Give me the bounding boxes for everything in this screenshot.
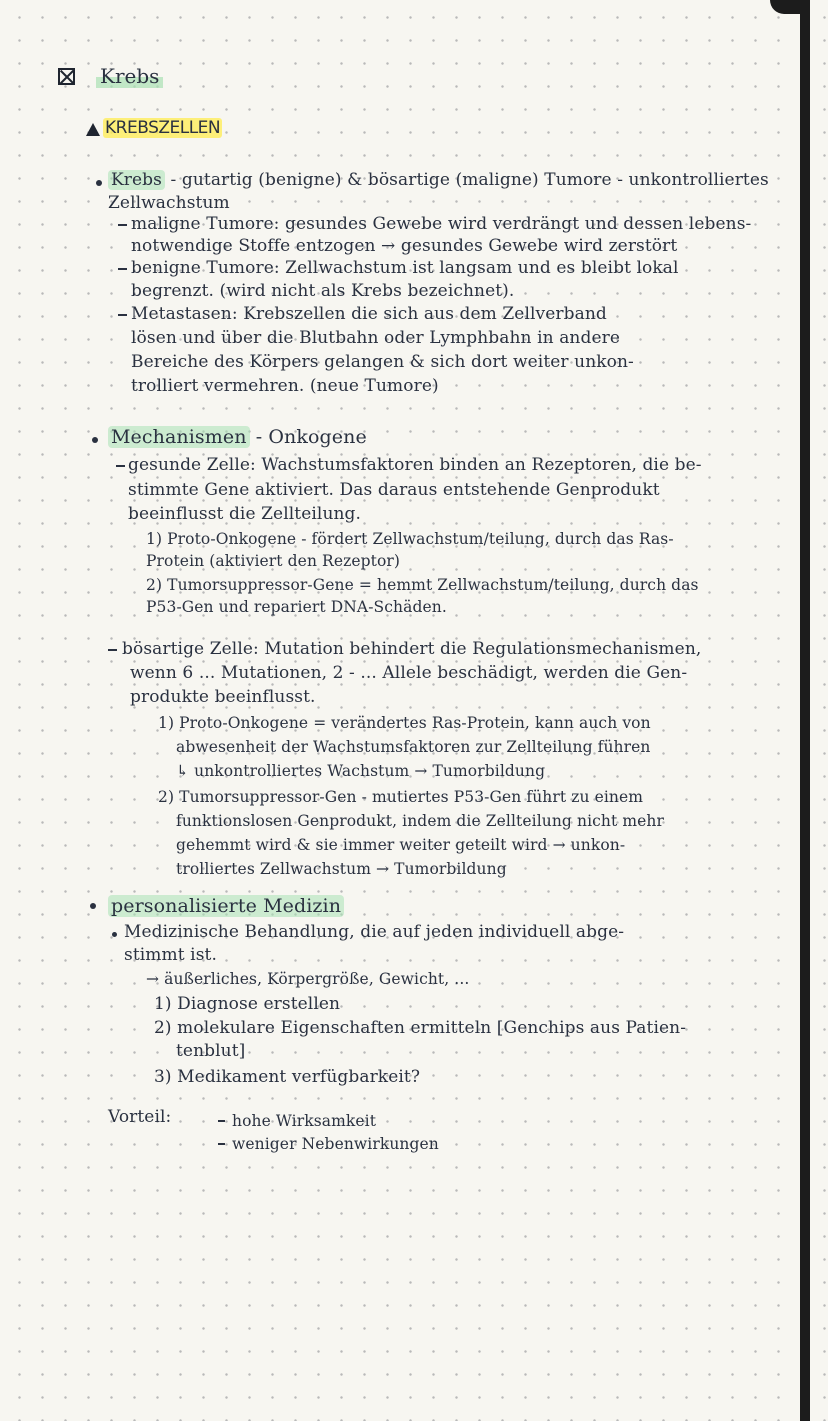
checked-box-icon	[58, 68, 75, 85]
s3-line-6: ↳ unkontrolliertes Wachstum → Tumorbildung	[176, 762, 546, 780]
s2-line-1	[108, 426, 367, 448]
s2-line-5: 1) Proto-Onkogene - fördert Zellwachstum/teilung, durch das Ras-	[146, 530, 674, 548]
bullet-icon	[92, 437, 98, 443]
s4-line-5: 1) Diagnose erstellen	[154, 994, 341, 1014]
s4-line-3: stimmt ist.	[124, 945, 217, 965]
s3-line-9: gehemmt wird & sie immer weiter geteilt wird → unkon-	[176, 836, 626, 854]
vorteil-item-2: weniger Nebenwirkungen	[232, 1135, 439, 1153]
s4-line-4: → äußerliches, Körpergröße, Gewicht, ...	[146, 970, 470, 988]
s2-line-2: gesunde Zelle: Wachstumsfaktoren binden an Rezeptoren, die be-	[128, 455, 702, 475]
vorteil-label: Vorteil:	[108, 1107, 172, 1127]
dash-icon	[118, 268, 127, 270]
s3-line-10: trolliertes Zellwachstum → Tumorbildung	[176, 860, 507, 878]
s2-line-7: 2) Tumorsuppressor-Gene = hemmt Zellwachstum/teilung, durch das	[146, 576, 699, 594]
s1-line-1	[108, 170, 769, 190]
s1-line-8: lösen und über die Blutbahn oder Lymphbahn in andere	[131, 328, 621, 348]
s1-line-6: begrenzt. (wird nicht als Krebs bezeichnet).	[131, 281, 515, 301]
section-heading-text: KREBSZELLEN	[105, 118, 221, 138]
s2-line-8: P53-Gen und repariert DNA-Schäden.	[146, 598, 447, 616]
dash-icon	[218, 1143, 225, 1145]
s3-line-7: 2) Tumorsuppressor-Gen - mutiertes P53-Gen führt zu einem	[158, 788, 644, 806]
s1-line-3: maligne Tumore: gesundes Gewebe wird verdrängt und dessen lebens-	[131, 214, 752, 234]
bullet-icon	[96, 180, 102, 186]
s1-line-10: trolliert vermehren. (neue Tumore)	[131, 376, 439, 396]
dash-icon	[218, 1120, 225, 1122]
s2-line-6: Protein (aktiviert den Rezeptor)	[146, 552, 401, 570]
s3-line-5: abwesenheit der Wachstumsfaktoren zur Zellteilung führen	[176, 738, 651, 756]
s1-line-2: Zellwachstum	[108, 193, 230, 213]
notebook-binding-edge	[800, 0, 810, 1421]
s4-line-7: tenblut]	[176, 1041, 246, 1061]
notebook-binding-corner	[770, 0, 810, 14]
bullet-icon	[90, 903, 96, 909]
dash-icon	[116, 465, 125, 467]
term-personalisierte-medizin: personalisierte Medizin	[108, 895, 344, 917]
section-heading	[103, 118, 222, 138]
dash-icon	[118, 224, 127, 226]
page-title	[96, 64, 163, 88]
triangle-icon	[86, 123, 100, 136]
s3-line-2: wenn 6 ... Mutationen, 2 - ... Allele beschädigt, werden die Gen-	[130, 663, 688, 683]
s3-line-3: produkte beeinflusst.	[130, 687, 316, 707]
s3-line-1: bösartige Zelle: Mutation behindert die Regulationsmechanismen,	[122, 639, 702, 659]
s4-line-8: 3) Medikament verfügbarkeit?	[154, 1067, 421, 1087]
s1-line-5: benigne Tumore: Zellwachstum ist langsam und es bleibt lokal	[131, 258, 679, 278]
s4-line-1	[108, 895, 344, 917]
s2-line-3: stimmte Gene aktiviert. Das daraus entstehende Genprodukt	[128, 480, 660, 500]
s3-line-8: funktionslosen Genprodukt, indem die Zellteilung nicht mehr	[176, 812, 665, 830]
dash-icon	[118, 314, 127, 316]
s2-line-4: beeinflusst die Zellteilung.	[128, 504, 362, 524]
page-title-text: Krebs	[96, 64, 163, 88]
s1-line-7: Metastasen: Krebszellen die sich aus dem Zellverband	[131, 304, 607, 324]
term-krebs: Krebs	[108, 170, 165, 190]
s1-line-4: notwendige Stoffe entzogen → gesundes Gewebe wird zerstört	[131, 236, 678, 256]
s1-line-9: Bereiche des Körpers gelangen & sich dort weiter unkon-	[131, 352, 634, 372]
s1-line-1-rest: - gutartig (benigne) & bösartige (maligne) Tumore - unkontrolliertes	[165, 170, 769, 190]
term-mechanismen: Mechanismen	[108, 426, 250, 448]
bullet-icon	[112, 932, 117, 937]
dash-icon	[108, 649, 117, 651]
s3-line-4: 1) Proto-Onkogene = verändertes Ras-Protein, kann auch von	[158, 714, 651, 732]
s2-line-1-rest: - Onkogene	[249, 426, 367, 448]
s4-line-6: 2) molekulare Eigenschaften ermitteln [Genchips aus Patien-	[154, 1018, 687, 1038]
vorteil-item-1: hohe Wirksamkeit	[232, 1112, 377, 1130]
s4-line-2: Medizinische Behandlung, die auf jeden individuell abge-	[124, 922, 625, 942]
